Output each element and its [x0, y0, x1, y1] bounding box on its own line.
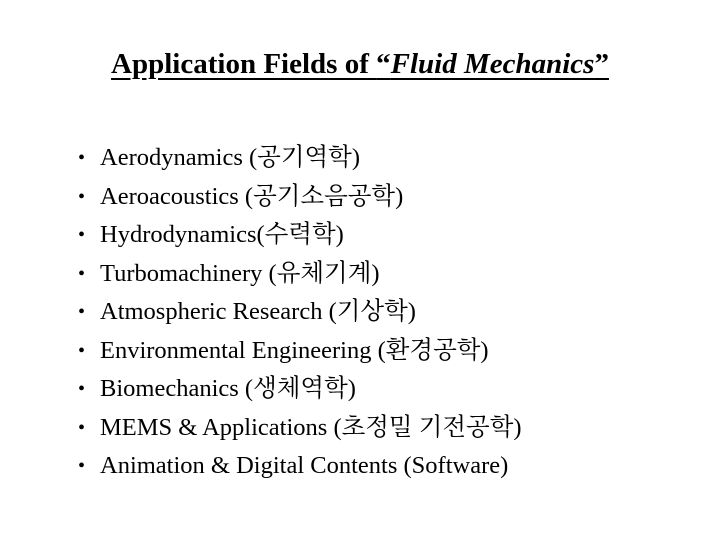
list-item-label: Hydrodynamics(수력학): [100, 221, 344, 248]
bullet-list: [78, 139, 522, 486]
title-prefix: Application Fields of: [111, 48, 377, 80]
list-item-label: Turbomachinery (유체기계): [100, 259, 380, 287]
list-item-label: Animation & Digital Contents (Software): [100, 452, 509, 479]
bullet-icon: •: [78, 301, 86, 323]
list-item-label: Aerodynamics (공기역학): [100, 144, 360, 171]
list-item-label: Environmental Engineering (환경공학): [100, 336, 489, 364]
list-item: [78, 178, 522, 217]
list-item: [78, 216, 522, 255]
title-close-quote: ”: [594, 48, 609, 80]
slide-title: [0, 44, 720, 84]
list-item: [78, 370, 522, 409]
list-item: [78, 409, 522, 448]
title-open-quote: “: [376, 48, 391, 80]
bullet-icon: •: [78, 339, 86, 362]
bullet-icon: •: [78, 224, 86, 246]
list-item: [78, 293, 522, 332]
list-item: [78, 255, 522, 294]
list-item: [78, 139, 522, 178]
bullet-icon: •: [78, 262, 86, 285]
list-item-label: Biomechanics (생체역학): [100, 375, 356, 402]
bullet-icon: •: [78, 378, 86, 400]
list-item-label: MEMS & Applications (초정밀 기전공학): [100, 413, 522, 441]
list-item: [78, 447, 522, 486]
bullet-icon: •: [78, 416, 86, 439]
title-emphasis: Fluid Mechanics: [390, 48, 595, 80]
bullet-icon: •: [78, 147, 86, 169]
bullet-icon: •: [78, 455, 86, 477]
list-item: [78, 332, 522, 371]
list-item-label: Aeroacoustics (공기소음공학): [100, 182, 404, 210]
bullet-icon: •: [78, 185, 86, 208]
list-item-label: Atmospheric Research (기상학): [100, 298, 416, 325]
